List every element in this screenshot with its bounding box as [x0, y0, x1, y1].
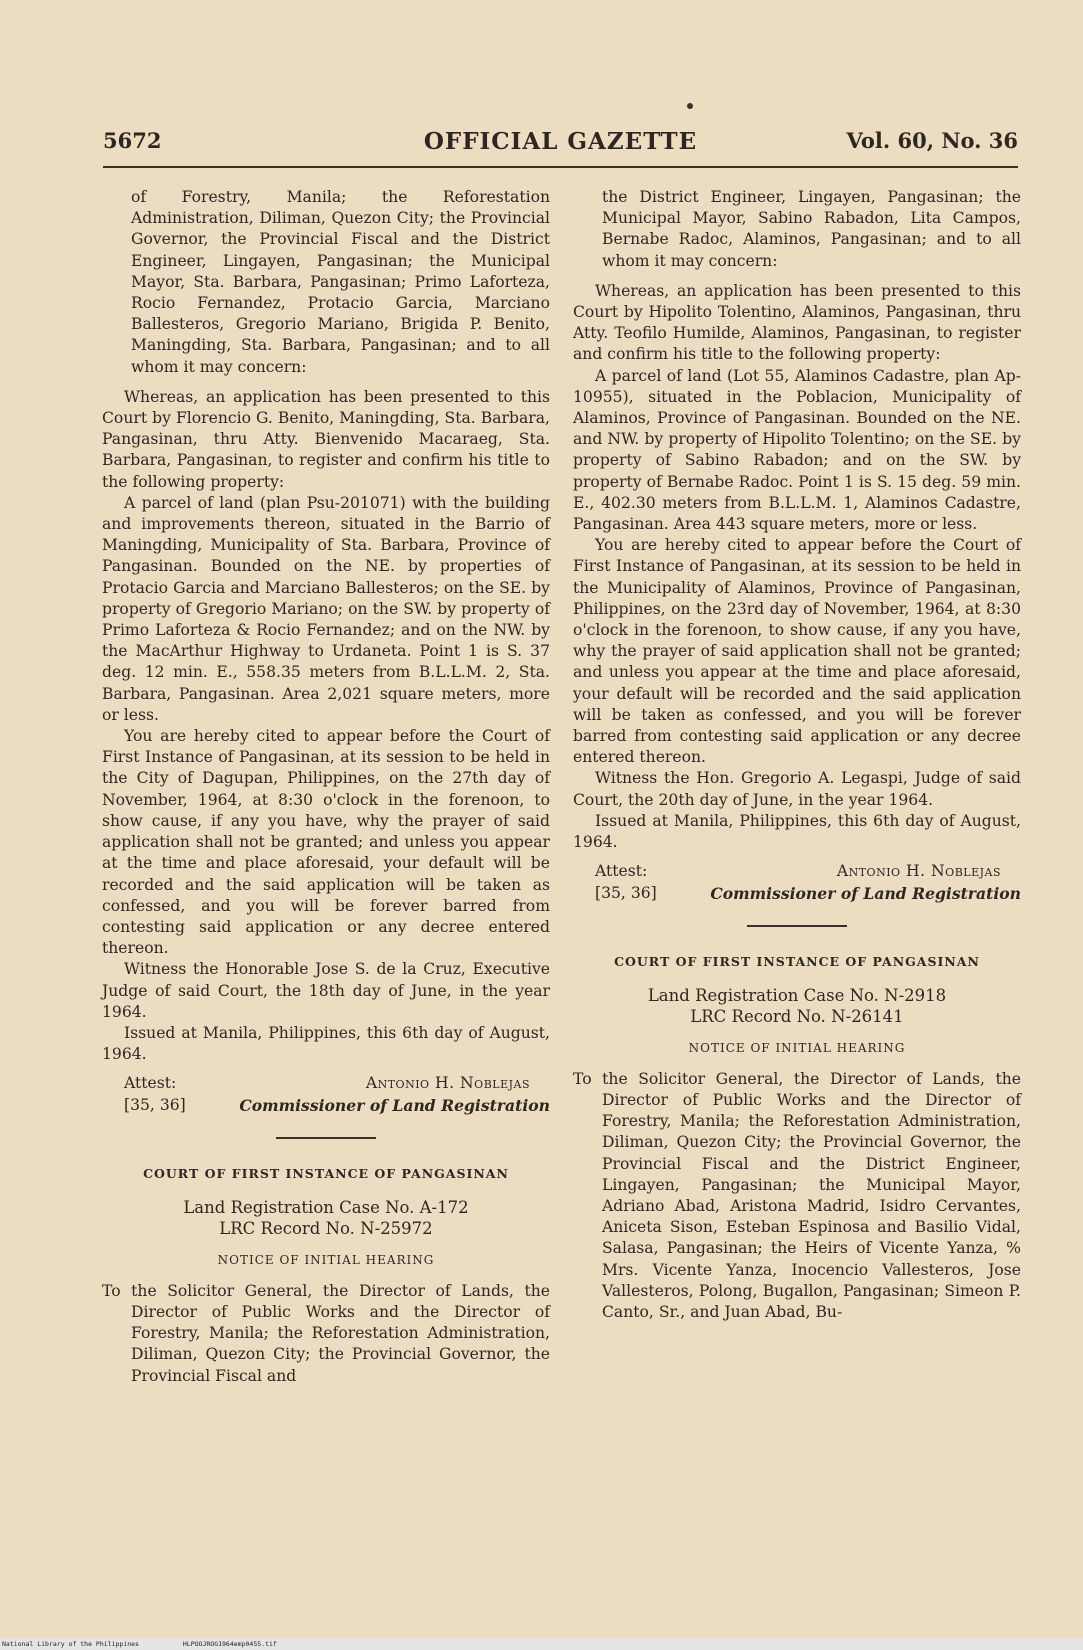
witness-paragraph: Witness the Honorable Jose S. de la Cruz, Executive Judge of said Court, the 18th day of June, in the year 1964. [102, 960, 550, 1021]
case-number: Land Registration Case No. N-2918 [647, 985, 947, 1005]
attest-label: Attest: [124, 1074, 177, 1093]
court-heading: COURT OF FIRST INSTANCE OF PANGASINAN [614, 954, 980, 970]
addressee-continuation: the District Engineer, Lingayen, Pangasinan; the Municipal Mayor, Sabino Rabadon, Lita Campos, Bernabe Radoc, Alaminos, Pangasinan; and to all whom it may concern: [602, 188, 1021, 270]
application-paragraph: Whereas, an application has been presented to this Court by Hipolito Tolentino, Alaminos, Pangasinan, thru Atty. Teofilo Humilde, Alaminos, Pangasinan, to register and confirm his title to the following property: [573, 281, 1021, 364]
issued-paragraph: Issued at Manila, Philippines, this 6th day of August, 1964. [102, 1023, 550, 1064]
notice-heading: NOTICE OF INITIAL HEARING [688, 1040, 906, 1055]
property-description: A parcel of land (Lot 55, Alaminos Cadastre, plan Ap-10955), situated in the Poblacion, Municipality of Alaminos, Province of Pangasinan. Bounded on the NE. and NW. by property of Hipolito Tolentino; on the SE. by property of Sabino Rabadon; and on the SW. by property of Bernabe Radoc. Point 1 is S. 15 deg. 59 min. E., 402.30 meters from B.L.L.M. 1, Alaminos Cadastre, Pangasinan. Area 443 square meters, more or less. [573, 366, 1021, 534]
attest-reference: [35, 36] [124, 1096, 186, 1115]
scan-file-id: HLPOOJROG1964emp0455.tif [182, 1640, 277, 1648]
scan-footer [0, 1638, 1083, 1650]
addressee-paragraph: To the Solicitor General, the Director of Lands, the Director of Public Works and the Director of Forestry, Manila; the Reforestation Administration, Diliman, Quezon City; the Provincial Governor, the Provincial Fiscal and [102, 1281, 550, 1385]
commissioner-name: Antonio H. Noblejas [836, 862, 1001, 881]
commissioner-title: Commissioner of Land Registration [239, 1096, 550, 1116]
section-divider [747, 925, 847, 927]
attestation-block [102, 1073, 550, 1117]
citation-paragraph: You are hereby cited to appear before the Court of First Instance of Pangasinan, at its session to be held in the City of Dagupan, Philippines, on the 27th day of November, 1964, at 8:30 o'clock in the forenoon, to show cause, if any you have, why the prayer of said application shall not be granted; and unless you appear at the time and place aforesaid, your default will be recorded and the said application will be taken as confessed, and you will be forever barred from contesting said application or any decree entered thereon. [102, 727, 550, 958]
notice-heading: NOTICE OF INITIAL HEARING [217, 1252, 435, 1267]
page-number: 5672 [103, 128, 162, 153]
commissioner-title: Commissioner of Land Registration [710, 884, 1021, 904]
page-header [103, 128, 1018, 158]
property-description: A parcel of land (plan Psu-201071) with the building and improvements thereon, situated in the Barrio of Maningding, Municipality of Sta. Barbara, Province of Pangasinan. Bounded on the NE. by properties of Protacio Garcia and Marciano Ballesteros; on the SE. by property of Gregorio Mariano; on the SW. by property of Primo Laforteza & Rocio Fernandez; and on the NW. by the MacArthur Highway to Urdaneta. Point 1 is S. 37 deg. 12 min. E., 558.35 meters from B.L.L.M. 2, Sta. Barbara, Pangasinan. Area 2,021 square meters, more or less. [102, 493, 550, 724]
attest-reference: [35, 36] [595, 884, 657, 903]
volume-issue: Vol. 60, No. 36 [846, 128, 1018, 153]
court-heading: COURT OF FIRST INSTANCE OF PANGASINAN [143, 1166, 509, 1182]
citation-paragraph: You are hereby cited to appear before the Court of First Instance of Pangasinan, at its session to be held in the Municipality of Alaminos, Province of Pangasinan, Philippines, on the 23rd day of November, 1964, at 8:30 o'clock in the forenoon, to show cause, if any you have, why the prayer of said application shall not be granted; and unless you appear at the time and place aforesaid, your default will be recorded and the said application will be taken as confessed, and you will be forever barred from contesting said application or any decree entered thereon. [573, 536, 1021, 767]
attest-label: Attest: [595, 862, 648, 881]
commissioner-name: Antonio H. Noblejas [365, 1074, 530, 1093]
record-number: LRC Record No. N-26141 [690, 1006, 904, 1026]
left-column [102, 187, 550, 1387]
addressee-paragraph: To the Solicitor General, the Director of Lands, the Director of Public Works and the Director of Forestry, Manila; the Reforestation Administration, Diliman, Quezon City; the Provincial Governor, the Provincial Fiscal and the District Engineer, Lingayen, Pangasinan; the Municipal Mayor, Adriano Abad, Aristona Madrid, Isidro Cervantes, Aniceta Sison, Esteban Espinosa and Basilio Vidal, Salasa, Pangasinan; the Heirs of Vicente Yanza, % Mrs. Vicente Yanza, Inocencio Vallesteros, Jose Vallesteros, Polong, Bugallon, Pangasinan; Simeon P. Canto, Sr., and Juan Abad, Bu- [573, 1069, 1021, 1321]
publication-title: OFFICIAL GAZETTE [423, 128, 698, 155]
section-divider [276, 1137, 376, 1139]
right-column [573, 187, 1021, 1323]
case-number: Land Registration Case No. A-172 [183, 1197, 469, 1217]
application-paragraph: Whereas, an application has been presented to this Court by Florencio G. Benito, Maningding, Sta. Barbara, Pangasinan, thru Atty. Bienvenido Macaraeg, Sta. Barbara, Pangasinan, to register and confirm his title to the following property: [102, 387, 550, 491]
witness-paragraph: Witness the Hon. Gregorio A. Legaspi, Judge of said Court, the 20th day of June, in the year 1964. [573, 769, 1021, 809]
header-rule [103, 166, 1018, 168]
addressee-continuation: of Forestry, Manila; the Reforestation Administration, Diliman, Quezon City; the Provincial Governor, the Provincial Fiscal and the District Engineer, Lingayen, Pangasinan; the Municipal Mayor, Sta. Barbara, Pangasinan; Primo Laforteza, Rocio Fernandez, Protacio Garcia, Marciano Ballesteros, Gregorio Mariano, Brigida P. Benito, Maningding, Sta. Barbara, Pangasinan; and to all whom it may concern: [131, 188, 550, 376]
issued-paragraph: Issued at Manila, Philippines, this 6th day of August, 1964. [573, 811, 1021, 852]
attestation-block [573, 861, 1021, 905]
library-credit: National Library of the Philippines [2, 1640, 139, 1648]
ink-dot [687, 103, 693, 109]
record-number: LRC Record No. N-25972 [219, 1218, 433, 1238]
